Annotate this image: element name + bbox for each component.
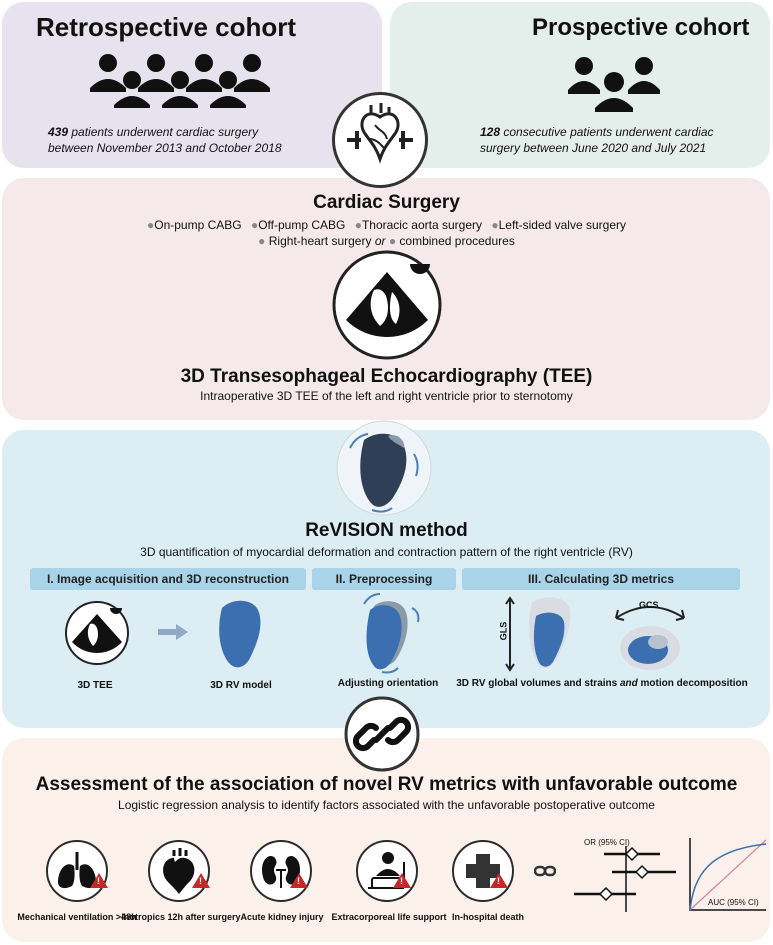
rv-orientation-icon (352, 590, 424, 676)
tee-small-icon (64, 600, 130, 666)
label-metrics-and: and (619, 678, 638, 689)
rv-3d-model-icon (328, 418, 440, 518)
echocardiography-icon (332, 250, 442, 360)
surgery-bullet: ● (147, 218, 155, 232)
tee-subtitle: Intraoperative 3D TEE of the left and right ventricle prior to sternotomy (200, 389, 573, 403)
surgery-items-row2 (0, 234, 773, 248)
step-preprocessing: II. Preprocessing (312, 568, 456, 590)
heart-icon (148, 840, 210, 902)
gcs-label: GCS (639, 600, 659, 610)
prospective-description (480, 124, 714, 156)
surgery-bullet: ● (354, 218, 362, 232)
surgery-item-right-heart: Right-heart surgery (268, 234, 372, 248)
tee-title: 3D Transesophageal Echocardiography (TEE) (180, 366, 593, 387)
surgery-title: Cardiac Surgery (313, 192, 460, 213)
revision-title: ReVISION method (305, 520, 468, 541)
label-metrics (452, 678, 752, 689)
surgery-item-combined: combined procedures (396, 234, 515, 248)
label-metrics-a: 3D RV global volumes and strains (456, 678, 620, 689)
warning-mark: ! (297, 876, 300, 886)
warning-icon (192, 873, 210, 888)
retrospective-title: Retrospective cohort (36, 12, 297, 42)
outcome-inotropics: Inotropics 12h after surgery (121, 912, 241, 922)
warning-icon (290, 873, 308, 888)
warning-mark: ! (400, 876, 403, 886)
surgery-item-onpump: On-pump CABG (154, 218, 242, 232)
warning-icon (393, 873, 411, 888)
step-metrics: III. Calculating 3D metrics (462, 568, 740, 590)
people-small-group-icon (566, 54, 662, 112)
outcome-acute-kidney-injury: Acute kidney injury (240, 912, 324, 922)
outcome-mechanical-ventilation: Mechanical ventilation >48h (17, 912, 137, 922)
rv-model-icon (214, 598, 266, 670)
retrospective-description (48, 124, 282, 156)
retrospective-text-1: patients underwent cardiac surgery (68, 125, 259, 139)
or-label: OR (95% CI) (584, 838, 630, 847)
medical-cross-icon (452, 840, 514, 902)
revision-subtitle: 3D quantification of myocardial deformation and contraction pattern of the right ventricle (RV) (140, 545, 633, 559)
outcome-ecls: Extracorporeal life support (331, 912, 447, 922)
gls-strain-icon (496, 594, 586, 674)
surgery-or: or (371, 234, 389, 248)
surgery-items-row1 (0, 218, 773, 232)
people-group-icon (86, 52, 276, 108)
warning-icon (90, 873, 108, 888)
assessment-title: Assessment of the association of novel RV metrics with unfavorable outcome (35, 774, 738, 795)
warning-icon (490, 873, 508, 888)
auc-label: AUC (95% CI) (708, 898, 759, 907)
outcome-in-hospital-death: In-hospital death (452, 912, 524, 922)
label-rv-model: 3D RV model (210, 680, 272, 691)
label-3d-tee: 3D TEE (77, 680, 113, 691)
retrospective-text-2: between November 2013 and October 2018 (48, 141, 282, 155)
surgery-item-thoracic-aorta: Thoracic aorta surgery (361, 218, 482, 232)
label-orientation: Adjusting orientation (337, 678, 439, 689)
arrow-right-icon (158, 624, 188, 640)
chain-link-icon (344, 696, 420, 772)
forest-plot (570, 846, 680, 914)
surgery-bullet: ● (491, 218, 499, 232)
label-metrics-b: motion decomposition (637, 678, 748, 689)
assessment-subtitle: Logistic regression analysis to identify factors associated with the unfavorable postoperative outcome (118, 798, 655, 812)
prospective-text-1: consecutive patients underwent cardiac (500, 125, 714, 139)
prospective-count: 128 (480, 125, 501, 139)
kidney-icon (250, 840, 312, 902)
warning-mark: ! (199, 876, 202, 886)
warning-mark: ! (97, 876, 100, 886)
step-acquisition: I. Image acquisition and 3D reconstruction (30, 568, 306, 590)
surgery-item-left-valve: Left-sided valve surgery (498, 218, 626, 232)
prospective-text-2: surgery between June 2020 and July 2021 (480, 141, 707, 155)
lungs-icon (46, 840, 108, 902)
gls-label: GLS (498, 621, 509, 641)
heart-surgery-icon (332, 92, 428, 188)
surgery-bullet: ● (250, 218, 259, 232)
surgery-bullet: ● (388, 234, 397, 248)
warning-mark: ! (497, 876, 500, 886)
prospective-title: Prospective cohort (532, 14, 750, 41)
retrospective-count: 439 (48, 125, 69, 139)
small-link-icon (534, 864, 556, 878)
ecls-icon (356, 840, 418, 902)
surgery-bullet: ● (258, 234, 266, 248)
surgery-item-offpump: Off-pump CABG (258, 218, 346, 232)
